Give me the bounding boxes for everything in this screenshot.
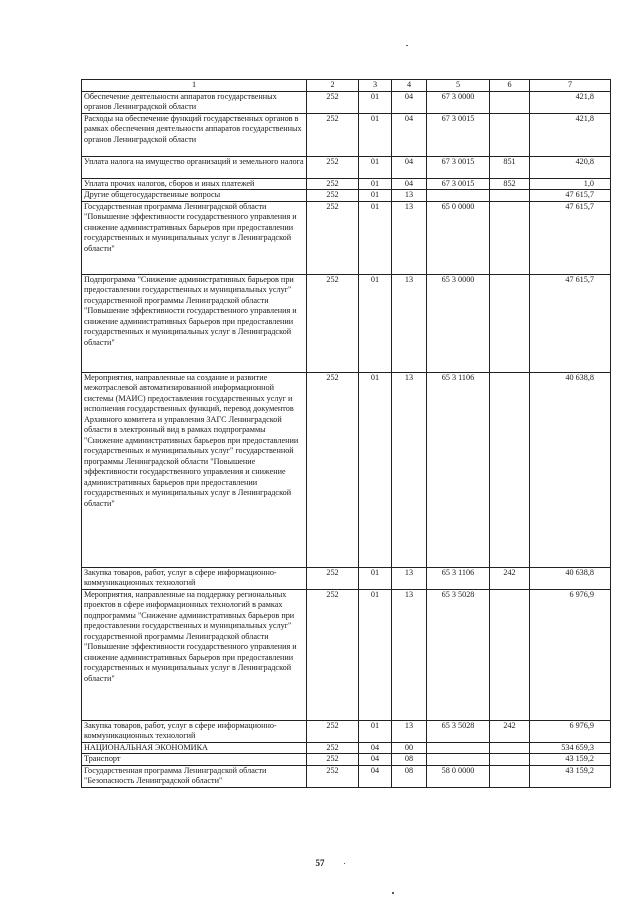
target-article-code: 67 3 0015 [427,156,490,178]
table-row [82,113,611,156]
subsection-code: 08 [392,754,427,766]
amount: 40 638,8 [530,567,611,589]
target-article-code [427,754,490,766]
expense-type-code: 242 [490,720,530,742]
row-name: Государственная программа Ленинградской области "Безопасность Ленинградской области" [82,765,307,787]
amount: 47 615,7 [530,274,611,372]
row-name: Уплата налога на имущество организаций и земельного налога [82,156,307,178]
admin-code: 252 [307,178,359,190]
target-article-code: 65 3 0000 [427,274,490,372]
amount: 421,8 [530,91,611,113]
section-code: 01 [359,567,392,589]
subsection-code: 04 [392,178,427,190]
admin-code: 252 [307,91,359,113]
table-row [82,91,611,113]
header-cell: 4 [392,80,427,92]
target-article-code: 65 3 5028 [427,720,490,742]
table-row [82,372,611,567]
admin-code: 252 [307,765,359,787]
expense-type-code [490,754,530,766]
row-name: Мероприятия, направленные на поддержку региональных проектов в сфере информационных технологий в рамках подпрограммы "Снижение административных барьеров при предоставлении государственных и муниципальных услуг" государственной программы Ленинградской области "Повышение эффективности государственного управления и снижение административных барьеров при предоставлении государственных и муниципальных услуг в Ленинградской области" [82,589,307,720]
admin-code: 252 [307,589,359,720]
admin-code: 252 [307,567,359,589]
amount: 1,0 [530,178,611,190]
admin-code: 252 [307,201,359,274]
target-article-code: 65 0 0000 [427,201,490,274]
expense-type-code [490,765,530,787]
table-row [82,156,611,178]
target-article-code: 65 3 1106 [427,372,490,567]
admin-code: 252 [307,156,359,178]
expense-type-code [490,742,530,754]
expense-type-code [490,113,530,156]
expense-type-code: 852 [490,178,530,190]
target-article-code: 65 3 5028 [427,589,490,720]
section-code: 04 [359,765,392,787]
scan-speck [392,892,394,894]
target-article-code: 67 3 0015 [427,178,490,190]
subsection-code: 04 [392,156,427,178]
table-row [82,589,611,720]
admin-code: 252 [307,754,359,766]
header-cell: 3 [359,80,392,92]
table-row [82,190,611,202]
row-name: Транспорт [82,754,307,766]
admin-code: 252 [307,190,359,202]
table-row [82,720,611,742]
section-code: 01 [359,190,392,202]
expense-type-code: 851 [490,156,530,178]
row-name: Обеспечение деятельности аппаратов государственных органов Ленинградской области [82,91,307,113]
section-code: 01 [359,274,392,372]
amount: 6 976,9 [530,589,611,720]
table-row [82,765,611,787]
amount: 421,8 [530,113,611,156]
row-name: Расходы на обеспечение функций государственных органов в рамках обеспечения деятельности аппаратов государственных органов Ленинградской области [82,113,307,156]
header-cell: 1 [82,80,307,92]
table-row [82,201,611,274]
section-code: 04 [359,754,392,766]
row-name: Уплата прочих налогов, сборов и иных платежей [82,178,307,190]
expense-type-code [490,91,530,113]
header-cell: 2 [307,80,359,92]
subsection-code: 13 [392,190,427,202]
target-article-code [427,190,490,202]
target-article-code: 67 3 0015 [427,113,490,156]
expense-type-code [490,201,530,274]
admin-code: 252 [307,113,359,156]
header-cell: 7 [530,80,611,92]
amount: 47 615,7 [530,201,611,274]
row-name: Мероприятия, направленные на создание и развитие межотраслевой автоматизированной информационной системы (МАИС) предоставления государственных услуг и исполнения государственных функций, перевод документов Архивного комитета и управления ЗАГС Ленинградской области в электронный вид в рамках подпрограммы "Снижение административных барьеров при предоставлении государственных и муниципальных услуг" государственной программы Ленинградской области "Повышение эффективности государственного управления и снижение административных барьеров при предоставлении государственных и муниципальных услуг в Ленинградской области" [82,372,307,567]
amount: 43 159,2 [530,765,611,787]
table-row [82,754,611,766]
section-code: 01 [359,201,392,274]
table-header-row [82,80,611,92]
subsection-code: 13 [392,201,427,274]
subsection-code: 13 [392,372,427,567]
section-code: 01 [359,91,392,113]
scan-speck [406,45,408,46]
admin-code: 252 [307,372,359,567]
subsection-code: 13 [392,274,427,372]
section-code: 01 [359,589,392,720]
page-number: 57 [315,858,325,868]
table-row [82,742,611,754]
section-code: 01 [359,113,392,156]
admin-code: 252 [307,720,359,742]
table-row [82,178,611,190]
subsection-code: 04 [392,91,427,113]
target-article-code: 65 3 1106 [427,567,490,589]
admin-code: 252 [307,274,359,372]
expense-type-code [490,372,530,567]
amount: 6 976,9 [530,720,611,742]
expense-type-code [490,190,530,202]
row-name: Подпрограмма "Снижение административных барьеров при предоставлении государственных и муниципальных услуг" государственной программы Ленинградской области "Повышение эффективности государственного управления и снижение административных барьеров при предоставлении государственных и муниципальных услуг в Ленинградской области" [82,274,307,372]
row-name: Закупка товаров, работ, услуг в сфере информационно-коммуникационных технологий [82,567,307,589]
target-article-code: 58 0 0000 [427,765,490,787]
amount: 534 659,3 [530,742,611,754]
subsection-code: 13 [392,720,427,742]
header-cell: 6 [490,80,530,92]
subsection-code: 00 [392,742,427,754]
row-name: Государственная программа Ленинградской области "Повышение эффективности государственного управления и снижение административных барьеров при предоставлении государственных и муниципальных услуг в Ленинградской области" [82,201,307,274]
budget-table [81,79,611,788]
amount: 40 638,8 [530,372,611,567]
amount: 47 615,7 [530,190,611,202]
section-code: 04 [359,742,392,754]
section-code: 01 [359,720,392,742]
subsection-code: 13 [392,567,427,589]
target-article-code: 67 3 0000 [427,91,490,113]
section-code: 01 [359,372,392,567]
subsection-code: 13 [392,589,427,720]
section-code: 01 [359,156,392,178]
row-name: НАЦИОНАЛЬНАЯ ЭКОНОМИКА [82,742,307,754]
expense-type-code [490,589,530,720]
section-code: 01 [359,178,392,190]
admin-code: 252 [307,742,359,754]
row-name: Другие общегосударственные вопросы [82,190,307,202]
header-cell: 5 [427,80,490,92]
expense-type-code [490,274,530,372]
target-article-code [427,742,490,754]
row-name: Закупка товаров, работ, услуг в сфере информационно-коммуникационных технологий [82,720,307,742]
table-row [82,274,611,372]
amount: 420,8 [530,156,611,178]
amount: 43 159,2 [530,754,611,766]
table-row [82,567,611,589]
subsection-code: 08 [392,765,427,787]
expense-type-code: 242 [490,567,530,589]
subsection-code: 04 [392,113,427,156]
